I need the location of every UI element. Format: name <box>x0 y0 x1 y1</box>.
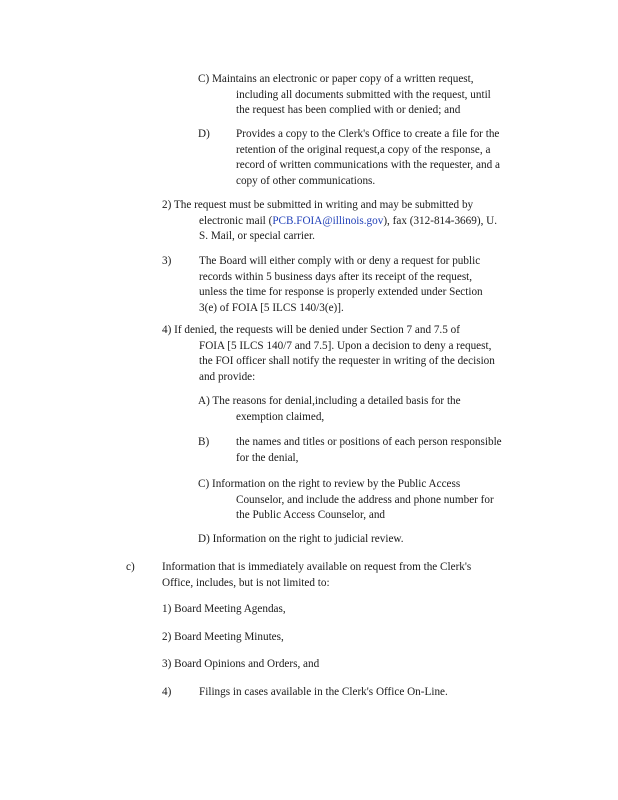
text-line: copy of other communications. <box>236 174 376 187</box>
text-line: exemption claimed, <box>236 410 325 423</box>
text-line: C) Information on the right to review by the Public Access <box>198 478 461 490</box>
text-line: for the denial, <box>236 451 299 464</box>
sub-b-names <box>236 435 502 466</box>
text-line: A) The reasons for denial,including a detailed basis for the <box>198 395 461 407</box>
item-2-request <box>162 198 497 245</box>
item-d-provides <box>236 127 500 189</box>
text-line: including all documents submitted with the request, until <box>236 88 491 101</box>
list-item: Filings in cases available in the Clerk's Office On-Line. <box>199 686 448 698</box>
list-item-label: 4) <box>162 686 172 698</box>
item-3-label: 3) <box>162 255 172 267</box>
foia-email-link[interactable]: PCB.FOIA@illinois.gov <box>272 214 384 227</box>
text-line: the Public Access Counselor, and <box>236 509 386 521</box>
text-line: Office, includes, but is not limited to: <box>162 576 330 589</box>
item-d-label: D) <box>198 128 210 140</box>
text-line: C) Maintains an electronic or paper copy of a written request, <box>198 73 474 85</box>
section-c-text <box>162 560 471 591</box>
text-line: S. Mail, or special carrier. <box>199 230 315 242</box>
text-line: the request has been complied with or denied; and <box>236 104 461 116</box>
text-line: retention of the original request,a copy of the response, a <box>236 143 491 156</box>
text-line: the FOI officer shall notify the requester in writing of the decision <box>199 355 495 367</box>
text-line <box>162 214 497 230</box>
item-3-board <box>199 254 483 316</box>
text-line: 4) If denied, the requests will be denied under Section 7 and 7.5 of <box>162 324 460 336</box>
text-line: The Board will either comply with or deny a request for public <box>199 255 481 267</box>
text-line: and provide: <box>199 370 256 383</box>
text-line: D) Information on the right to judicial review. <box>198 533 404 545</box>
text-line: unless the time for response is properly extended under Section <box>199 286 483 298</box>
text-line: Counselor, and include the address and phone number for <box>236 493 494 506</box>
sub-a-reasons <box>198 394 461 425</box>
item-c-maintains <box>198 72 491 119</box>
sub-b-label: B) <box>198 436 210 448</box>
text-line: 3(e) of FOIA [5 ILCS 140/3(e)]. <box>199 301 344 314</box>
text-line: Provides a copy to the Clerk's Office to create a file for the <box>236 128 500 140</box>
section-c-label: c) <box>126 561 135 573</box>
text-line: records within 5 business days after its receipt of the request, <box>199 270 473 283</box>
item-4-denied <box>162 323 495 385</box>
list-item: 1) Board Meeting Agendas, <box>162 603 286 615</box>
list-item: 3) Board Opinions and Orders, and <box>162 658 320 670</box>
text-line: record of written communications with the requester, and a <box>236 159 500 171</box>
sub-c-information <box>198 477 494 524</box>
text-line: the names and titles or positions of each person responsible <box>236 436 502 448</box>
text-line: 2) The request must be submitted in writing and may be submitted by <box>162 199 474 211</box>
list-item: 2) Board Meeting Minutes, <box>162 631 284 643</box>
text-fragment: electronic mail ( <box>199 214 273 227</box>
text-line: FOIA [5 ILCS 140/7 and 7.5]. Upon a decision to deny a request, <box>199 339 492 352</box>
text-fragment: ), fax (312-814-3669), U. <box>383 214 498 227</box>
sub-d-information <box>198 532 404 548</box>
text-line: Information that is immediately available on request from the Clerk's <box>162 561 472 573</box>
